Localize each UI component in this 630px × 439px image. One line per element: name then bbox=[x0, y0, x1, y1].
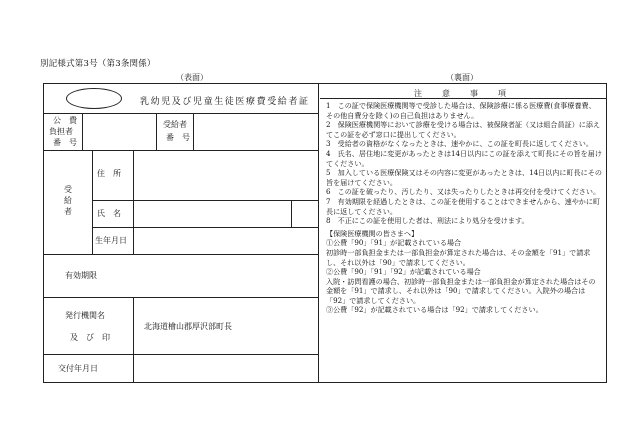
institutions-line: ①公費「90」「91」が記載されている場合 bbox=[326, 238, 462, 248]
issuer-value: 北海道檜山郡厚沢部町長 bbox=[144, 322, 232, 331]
recipient-vertical-label: 受給者 bbox=[64, 185, 72, 216]
note-item: 1 この証で保険医療機関等で受診した場合は、保険診療に係る医療費(食事療養費、その他自費分を除く)の自己負担はありません。 bbox=[326, 101, 596, 120]
stamp-oval bbox=[66, 88, 122, 109]
institutions-line: ③公費「92」が記載されている場合は「92」で請求してください。 bbox=[326, 305, 543, 315]
note-item: 5 加入している医療保険又はその内容に変更があったときは、14日以内に町長にその旨を届けてください。 bbox=[326, 168, 602, 187]
issue-date-label: 交付年月日 bbox=[58, 364, 98, 373]
institutions-title: 【保険医療機関の皆さまへ】 bbox=[326, 228, 419, 238]
issuer-label-2: 及 び 印 bbox=[70, 333, 110, 342]
back-side-header: （裏面） bbox=[446, 73, 478, 82]
institutions-line: 入院・訪問看護の場合、初診時一部負担金または一部負担金が算定された場合はその金額を「91」で請求し、それ以外は「90」で請求してください。入院外の場合は「92」で請求してください。 bbox=[326, 276, 596, 305]
note-item: 3 受給者の資格がなくなったときは、速やかに、この証を町長に返してください。 bbox=[326, 139, 593, 149]
certificate-back bbox=[320, 84, 606, 382]
institutions-line: 初診時一部負担金または一部負担金が算定された場合は、その金額を「91」で請求し、それ以外は「90」で請求してください。 bbox=[326, 247, 591, 267]
issuer-label-1: 発行機関名 bbox=[65, 311, 105, 320]
front-side-header: （表面） bbox=[176, 73, 208, 82]
name-label: 氏 名 bbox=[97, 209, 121, 218]
notes-body bbox=[326, 101, 602, 315]
notes-title: 注 意 事 項 bbox=[414, 89, 512, 98]
note-item: 8 不正にこの証を使用した者は、刑法により処分を受けます。 bbox=[326, 216, 529, 226]
payer-label-1: 公 費 bbox=[53, 116, 77, 125]
payer-label-3: 番 号 bbox=[53, 138, 77, 147]
center-divider bbox=[318, 84, 319, 382]
birthdate-label: 生年月日 bbox=[95, 236, 127, 245]
form-number: 別記様式第3号（第3条関係） bbox=[40, 59, 156, 69]
note-item: 2 保険医療機関等において診療を受ける場合は、被保険者証（又は組合員証）に添えてこの証を必ず窓口に提出してください。 bbox=[326, 120, 601, 139]
note-item: 4 氏名、居住地に変更があったときは14日以内にこの証を添えて町長にその旨を届けてください。 bbox=[326, 148, 602, 168]
address-label: 住 所 bbox=[97, 169, 121, 178]
payer-label-2: 負担者 bbox=[49, 127, 73, 136]
recipient-number-label-1: 受給者 bbox=[163, 120, 187, 129]
certificate-title: 乳幼児及び児童生徒医療費受給者証 bbox=[140, 97, 310, 107]
recipient-number-label-2: 番 号 bbox=[166, 133, 190, 142]
validity-label: 有効期限 bbox=[65, 271, 97, 280]
note-item: 6 この証を破ったり、汚したり、又は失ったりしたときは再交付を受けてください。 bbox=[326, 187, 601, 197]
institutions-line: ②公費「90」「91」「92」が記載されている場合 bbox=[326, 267, 481, 277]
recipient-certificate bbox=[43, 83, 607, 383]
note-item: 7 有効期限を経過したときは、この証を使用することはできませんから、速やかに町長に返してください。 bbox=[326, 196, 601, 216]
certificate-front bbox=[44, 84, 318, 382]
